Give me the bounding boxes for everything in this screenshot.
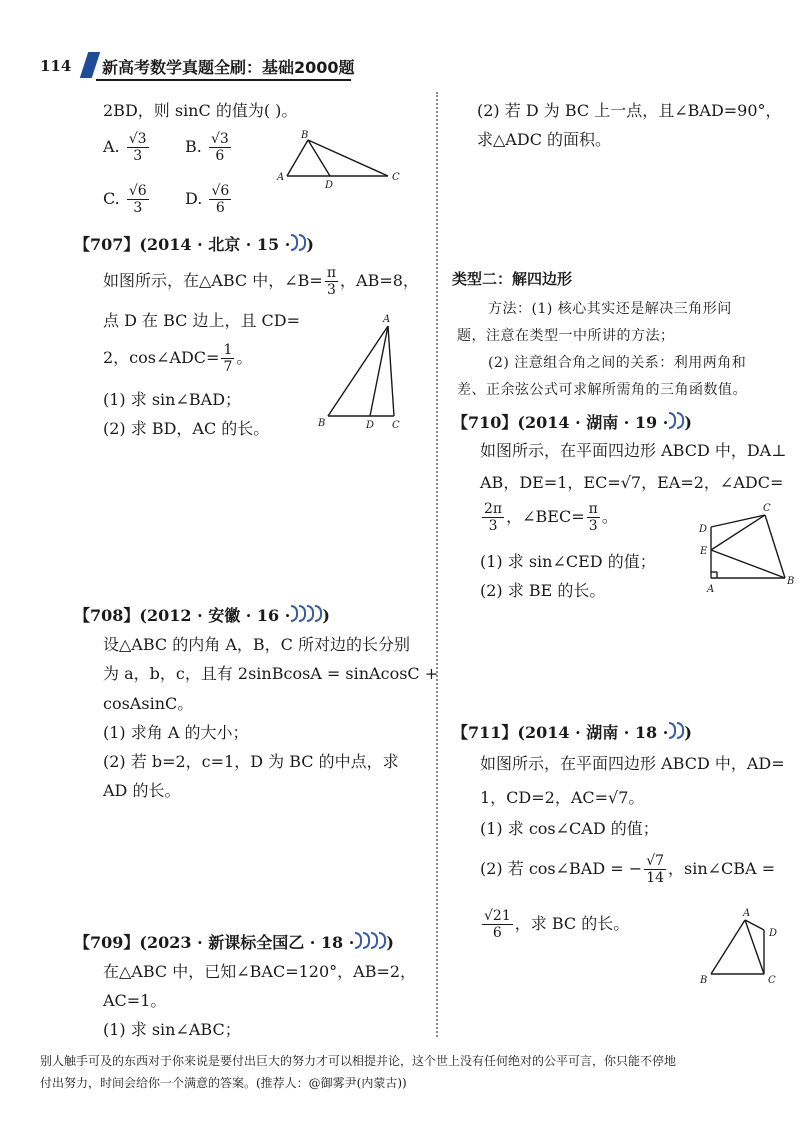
difficulty-icon [299, 234, 306, 251]
q707-line3: 2，cos∠ADC= $\frac{1}{7}$ 。 [103, 342, 253, 376]
q708-line3: cosAsinC。 [103, 694, 194, 713]
q708-part2: (2) 若 b=2，c=1，D 为 BC 的中点，求 [103, 752, 399, 771]
q708-line1: 设△ABC 的内角 A，B，C 所对边的长分别 [103, 635, 410, 654]
q709-part1: (1) 求 sin∠ABC； [103, 1020, 241, 1039]
q709-part2-cont: 求△ADC 的面积。 [477, 130, 612, 149]
fig2-label-d: D [366, 420, 375, 431]
footer-quote-line2: 付出努力，时间会给你一个满意的答案。(推荐人：@御雾尹(内蒙古)) [40, 1076, 407, 1090]
q707-part2: (2) 求 BD，AC 的长。 [103, 419, 270, 438]
method-line2: (2) 注意组合角之间的关系：利用两角和 [488, 355, 747, 371]
q708-part1: (1) 求角 A 的大小； [103, 723, 249, 742]
difficulty-icon [669, 722, 676, 739]
fig4-label-b: B [700, 975, 708, 986]
fig2-label-a: A [383, 314, 391, 325]
q711-part2: (2) 若 cos∠BAD = − $\frac{√7}{14}$ ，sin∠CBA = [480, 853, 776, 887]
difficulty-icon [669, 412, 676, 429]
fig3-label-d: D [699, 524, 708, 535]
q709-line1: 在△ABC 中，已知∠BAC=120°，AB=2， [103, 962, 417, 981]
figure-711-quadrilateral [696, 905, 796, 987]
fig3-label-a: A [707, 584, 715, 595]
figure-710-quadrilateral [694, 500, 800, 600]
q710-line3: $\frac{2\pi}{3}$ ，∠BEC= $\frac{\pi}{3}$ 。 [484, 501, 618, 535]
q707-line1: 如图所示，在△ABC 中，∠B= $\frac{\pi}{3}$ ，AB=8， [103, 265, 419, 299]
difficulty-icon [379, 932, 386, 949]
method-line1: 方法：(1) 核心其实还是解决三角形问 [488, 301, 732, 317]
section-2-title: 类型二：解四边形 [452, 270, 573, 288]
option-c: C. $\frac{√6}{3}$ [103, 183, 147, 217]
fig4-label-c: C [768, 975, 776, 986]
option-a: A. $\frac{√3}{3}$ [103, 131, 147, 165]
header-underline [96, 79, 351, 81]
q710-line1: 如图所示，在平面四边形 ABCD 中，DA⊥ [480, 441, 787, 460]
fig3-label-e: E [700, 546, 708, 557]
q706-tail-text: 2BD，则 sinC 的值为( )。 [103, 101, 298, 120]
difficulty-icon [299, 605, 306, 622]
fig1-label-d: D [325, 180, 334, 191]
q711-heading: 【711】(2014 · 湖南 · 18 · ) [452, 723, 692, 742]
q707-heading: 【707】(2014 · 北京 · 15 · ) [74, 235, 314, 254]
q710-line2: AB，DE=1，EC=√7，EA=2，∠ADC= [480, 473, 784, 492]
q710-heading: 【710】(2014 · 湖南 · 19 · ) [452, 413, 692, 432]
footer-quote-line1: 别人触手可及的东西对于你来说是要付出巨大的努力才可以相提并论，这个世上没有任何绝对的公平可言，你只能不停地 [40, 1054, 677, 1068]
fig3-label-b: B [787, 576, 795, 587]
fig1-label-b: B [301, 130, 309, 141]
difficulty-icon [291, 234, 298, 251]
q709-part2: (2) 若 D 为 BC 上一点，且∠BAD=90°， [477, 101, 782, 120]
q709-heading: 【709】(2023 · 新课标全国乙 · 18 · ) [74, 933, 394, 952]
q710-part2: (2) 求 BE 的长。 [480, 581, 606, 600]
difficulty-icon [677, 412, 684, 429]
q711-line2: 1，CD=2，AC=√7。 [480, 788, 645, 807]
q711-part1: (1) 求 cos∠CAD 的值； [480, 819, 659, 838]
difficulty-icon [307, 605, 314, 622]
q710-part1: (1) 求 sin∠CED 的值； [480, 552, 656, 571]
fig1-label-a: A [277, 172, 285, 183]
fig3-label-c: C [763, 503, 771, 514]
figure-706-triangle [275, 128, 405, 192]
q708-line2: 为 a，b，c，且有 2sinBcosA = sinAcosC + [103, 664, 439, 683]
q708-part2-cont: AD 的长。 [103, 781, 181, 800]
fig1-label-c: C [392, 172, 400, 183]
q708-heading: 【708】(2012 · 安徽 · 16 · ) [74, 606, 330, 625]
figure-707-triangle [312, 312, 412, 434]
q709-line2: AC=1。 [103, 991, 167, 1010]
q707-line2: 点 D 在 BC 边上，且 CD= [103, 311, 301, 330]
difficulty-icon [355, 932, 362, 949]
book-title: 新高考数学真题全刷：基础2000题 [102, 58, 355, 77]
page-number: 114 [40, 57, 72, 75]
difficulty-icon [677, 722, 684, 739]
fig4-label-d: D [769, 928, 778, 939]
option-d: D. $\frac{√6}{6}$ [185, 183, 230, 217]
difficulty-icon [315, 605, 322, 622]
method-line1-cont: 题，注意在类型一中所讲的方法； [457, 328, 675, 344]
fig2-label-c: C [392, 420, 400, 431]
difficulty-icon [363, 932, 370, 949]
q711-part2-cont: $\frac{√21}{6}$ ，求 BC 的长。 [484, 908, 630, 942]
header-accent-bar [80, 52, 100, 78]
q707-part1: (1) 求 sin∠BAD； [103, 390, 242, 409]
q711-line1: 如图所示，在平面四边形 ABCD 中，AD= [480, 754, 785, 773]
difficulty-icon [371, 932, 378, 949]
method-line2-cont: 差、正余弦公式可求解所需角的三角函数值。 [457, 382, 747, 398]
option-b: B. $\frac{√3}{6}$ [185, 131, 229, 165]
fig4-label-a: A [743, 908, 751, 919]
difficulty-icon [291, 605, 298, 622]
fig2-label-b: B [318, 418, 326, 429]
column-divider [436, 92, 438, 1037]
